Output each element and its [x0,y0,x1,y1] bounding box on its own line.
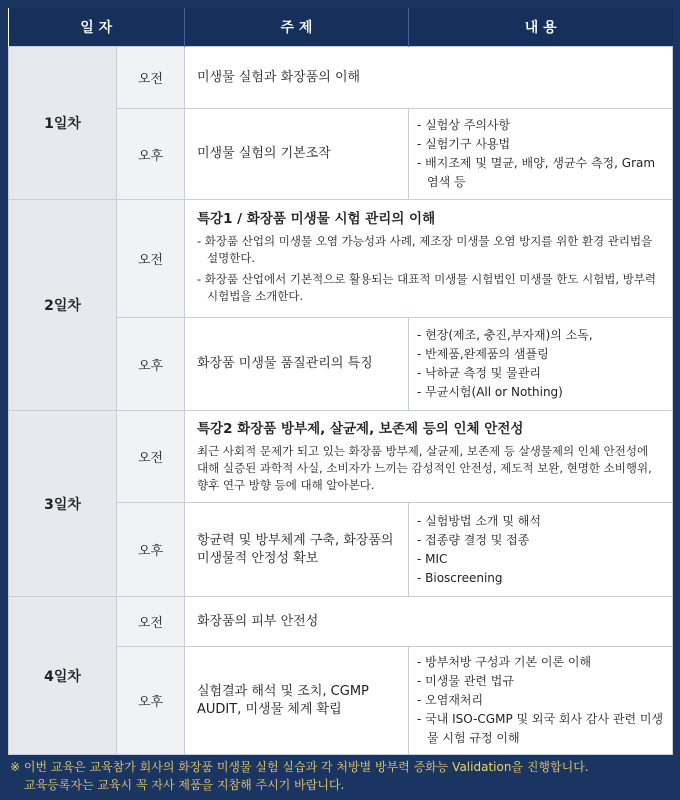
content-item: - 배지조제 및 멸균, 배양, 생균수 측정, Gram 염색 등 [417,156,656,189]
day-label: 2일차 [9,200,117,411]
content-item: - 실험기구 사용법 [417,137,511,151]
content-item: - Bioscreening [417,570,503,585]
table-row [9,597,673,647]
content-item: - 무균시험(All or Nothing) [417,385,563,399]
session-topic: 미생물 실험과 화장품의 이해 [185,47,673,109]
content-item: - MIC [417,551,448,566]
lecture-title: 특강1 / 화장품 미생물 시험 관리의 이해 [197,210,436,227]
session-content [409,647,673,755]
day-label: 4일차 [9,597,117,755]
session-pm-label: 오후 [117,647,185,755]
special-lecture [185,200,673,318]
session-topic: 미생물 실험의 기본조작 [185,109,409,200]
header-day: 일 자 [9,8,185,47]
session-topic: 화장품 미생물 품질관리의 특징 [185,318,409,411]
content-item: - 실험방법 소개 및 해석 [417,513,541,528]
session-am-label: 오전 [117,411,185,503]
curriculum-table [8,8,673,755]
session-pm-label: 오후 [117,318,185,411]
lecture-item: - 화장품 산업에서 기본적으로 활용되는 대표적 미생물 시험법인 미생물 한도 시험법, 방부력 시험법을 소개한다. [197,271,657,303]
content-item: - 방부처방 구성과 기본 이론 이해 [417,655,592,669]
content-item: - 현장(제조, 충진,부자재)의 소독, [417,328,593,342]
session-topic: 항균력 및 방부체계 구축, 화장품의 미생물적 안정성 확보 [185,503,409,597]
session-content [409,503,673,597]
header-content: 내 용 [409,8,673,47]
session-topic: 화장품의 피부 안전성 [185,597,673,647]
lecture-description: 최근 사회적 문제가 되고 있는 화장품 방부제, 살균제, 보존제 등 살생물제의 인체 안전성에 대해 실증된 과학적 사실, 소비자가 느끼는 감성적인 안전성, 제도적 보완, 현명한 소비행위, 향후 연구 방향 등에 대해 알아본다. [197,444,652,492]
day-label: 1일차 [9,47,117,200]
session-am-label: 오전 [117,200,185,318]
session-pm-label: 오후 [117,109,185,200]
content-item: - 실험상 주의사항 [417,118,511,132]
content-item: - 반제품,완제품의 샘플링 [417,347,549,361]
content-item: - 미생물 관련 법규 [417,674,514,688]
footnote-line-1: ※ 이번 교육은 교육참가 회사의 화장품 미생물 실험 실습과 각 처방별 방부력 증화능 Validation을 진행합니다. [10,760,589,774]
special-lecture [185,411,673,503]
table-row [9,200,673,318]
table-row [9,47,673,109]
session-content [409,318,673,411]
footnote [10,758,670,794]
session-am-label: 오전 [117,597,185,647]
table-header-row [9,8,673,47]
session-topic: 실험결과 해석 및 조치, CGMP AUDIT, 미생물 체계 확립 [185,647,409,755]
footnote-line-2: 교육등록자는 교육시 꼭 자사 제품을 지참해 주시기 바랍니다. [24,778,345,792]
content-item: - 접종량 결정 및 접종 [417,532,530,547]
content-item: - 낙하균 측정 및 물관리 [417,366,541,380]
table-row [9,411,673,503]
content-item: - 오염재처리 [417,693,484,707]
session-am-label: 오전 [117,47,185,109]
session-pm-label: 오후 [117,503,185,597]
header-topic: 주 제 [185,8,409,47]
session-content [409,109,673,200]
content-item: - 국내 ISO-CGMP 및 외국 회사 감사 관련 미생물 시험 규정 이해 [417,712,664,745]
day-label: 3일차 [9,411,117,597]
lecture-item: - 화장품 산업의 미생물 오염 가능성과 사례, 제조장 미생물 오염 방지를 위한 환경 관리법을 설명한다. [197,233,653,265]
lecture-title: 특강2 화장품 방부제, 살균제, 보존제 등의 인체 안전성 [197,421,524,437]
